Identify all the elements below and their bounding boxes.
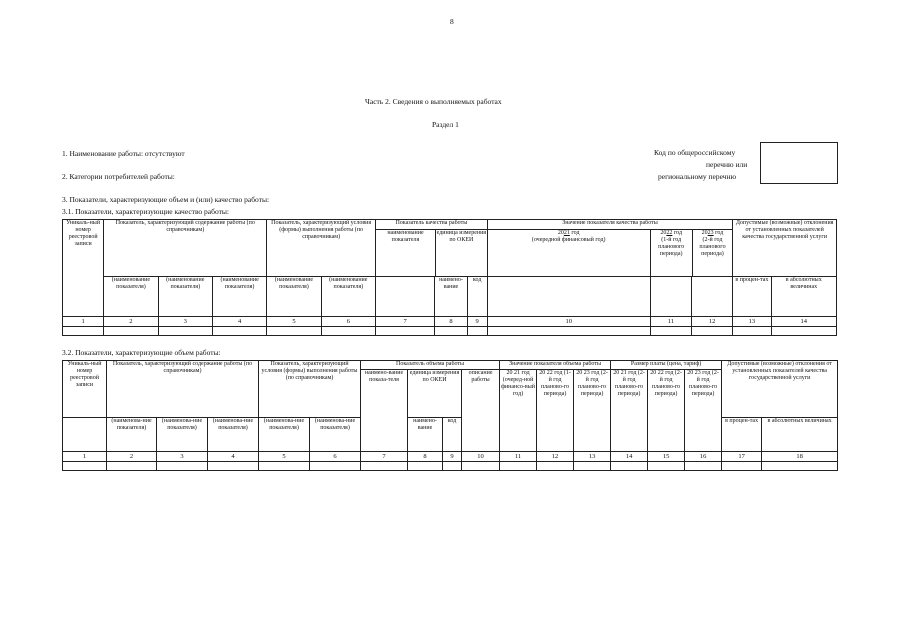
page-number: 8 bbox=[450, 17, 454, 26]
t1-num: 5 bbox=[267, 317, 321, 327]
t1-year3-cont bbox=[691, 277, 732, 317]
quality-table bbox=[62, 219, 837, 336]
t1-num: 4 bbox=[212, 317, 266, 327]
t1-conditions-sub-1: (наименование показателя) bbox=[267, 277, 321, 317]
consumers-line: 2. Категории потребителей работы: bbox=[62, 172, 175, 181]
t2-num: 12 bbox=[537, 452, 574, 462]
t2-unit-name: наимено-вание bbox=[408, 418, 443, 452]
t2-num: 13 bbox=[574, 452, 611, 462]
t2-empty-cell bbox=[722, 462, 762, 471]
part-title: Часть 2. Сведения о выполняемых работах bbox=[365, 97, 502, 106]
t1-content-sub-3: (наименование показателя) bbox=[212, 277, 266, 317]
t1-y2-post: год bbox=[673, 230, 683, 236]
t2-empty-cell bbox=[648, 462, 685, 471]
t2-empty-cell bbox=[361, 462, 408, 471]
t2-volume-name: наимено-вание показа-теля bbox=[361, 370, 408, 452]
t2-empty-cell bbox=[107, 462, 157, 471]
t1-year1-cell bbox=[488, 230, 651, 276]
t1-year2-cont bbox=[650, 277, 691, 317]
t2-y3: 20 23 год (2-й год планово-го периода) bbox=[574, 370, 611, 452]
volume-heading: 3.2. Показатели, характеризующие объем работы: bbox=[62, 348, 221, 357]
t2-num: 6 bbox=[310, 452, 361, 462]
t2-empty-cell bbox=[310, 462, 361, 471]
t2-descr: описание работы bbox=[462, 370, 500, 452]
t1-empty-cell bbox=[375, 327, 434, 336]
t2-num: 7 bbox=[361, 452, 408, 462]
t2-num: 15 bbox=[648, 452, 685, 462]
t1-num: 8 bbox=[435, 317, 467, 327]
t2-num: 10 bbox=[462, 452, 500, 462]
t1-num: 11 bbox=[650, 317, 691, 327]
t2-conditions-sub-2: (наименова-ние показателя) bbox=[310, 418, 361, 452]
t2-empty-cell bbox=[259, 462, 310, 471]
code-label-3: региональному перечню bbox=[658, 172, 737, 181]
t2-volume-header: Показатель объема работы bbox=[361, 361, 500, 370]
t2-empty-cell bbox=[408, 462, 443, 471]
t1-y3-desc: (2-й год планового периода) bbox=[699, 237, 726, 257]
t2-num: 9 bbox=[443, 452, 462, 462]
t1-quality-title: Показатель качества работы bbox=[376, 220, 487, 230]
t2-num: 4 bbox=[208, 452, 259, 462]
t2-num: 17 bbox=[722, 452, 762, 462]
t2-unit-title: единица измерения по ОКЕИ bbox=[409, 370, 460, 383]
t2-empty-cell bbox=[537, 462, 574, 471]
t2-empty-cell bbox=[157, 462, 208, 471]
t1-empty-cell bbox=[63, 327, 104, 336]
work-name-line: 1. Наименование работы: отсутствуют bbox=[62, 149, 185, 158]
t1-num: 12 bbox=[691, 317, 732, 327]
code-label-2: перечню или bbox=[706, 160, 748, 169]
t1-year1-cont bbox=[487, 277, 650, 317]
t2-num: 5 bbox=[259, 452, 310, 462]
t2-empty-cell bbox=[462, 462, 500, 471]
t1-empty-cell bbox=[733, 327, 771, 336]
t2-num: 14 bbox=[611, 452, 648, 462]
t1-empty-cell bbox=[212, 327, 266, 336]
t2-content-header: Показатель, характеризующий содержание работы (по справочникам) bbox=[107, 361, 259, 418]
t1-unit-name: наимено-вание bbox=[435, 277, 467, 317]
t2-y2: 20 22 год (1-й год планово-го периода) bbox=[537, 370, 574, 452]
t1-y2-desc: (1-й год планового периода) bbox=[658, 237, 685, 257]
t1-deviation-header: Допустимые (возможные) отклонения от установленных показателей качества государственной услуги bbox=[733, 220, 837, 277]
t1-conditions-header: Показатель, характеризующий условия (формы) выполнения работы (по справочникам) bbox=[267, 220, 376, 277]
t2-num: 3 bbox=[157, 452, 208, 462]
t1-num: 1 bbox=[63, 317, 104, 327]
t2-unique-cont bbox=[63, 418, 107, 452]
code-box bbox=[760, 142, 838, 184]
t1-quality-name-cont bbox=[375, 277, 434, 317]
t1-unit-header: единица измерения по ОКЕИ bbox=[436, 230, 487, 243]
t2-empty-cell bbox=[574, 462, 611, 471]
t1-year2-cell bbox=[651, 230, 693, 276]
t1-year3-cell bbox=[693, 230, 733, 276]
t1-y1-post: год bbox=[571, 230, 580, 236]
t2-num: 8 bbox=[408, 452, 443, 462]
t1-num: 13 bbox=[733, 317, 771, 327]
t1-empty-cell bbox=[321, 327, 375, 336]
t2-f1: 20 21 год (2-й год планово-го периода) bbox=[611, 370, 648, 452]
indicators-line: 3. Показатели, характеризующие объем и (или) качество работы: bbox=[62, 195, 270, 204]
t1-num: 7 bbox=[375, 317, 434, 327]
t2-deviation-header: Допустимые (возможные) отклонения от установленных показателей качества государственной услуги bbox=[722, 361, 838, 418]
t1-empty-cell bbox=[467, 327, 487, 336]
t1-empty-cell bbox=[771, 327, 837, 336]
t1-values-header bbox=[487, 220, 733, 277]
section-title: Раздел 1 bbox=[432, 120, 459, 129]
t2-empty-cell bbox=[685, 462, 722, 471]
t2-num: 16 bbox=[685, 452, 722, 462]
t1-num: 10 bbox=[487, 317, 650, 327]
t1-y3-pre: 20 bbox=[701, 230, 708, 236]
t1-dev-abs: в абсолютных величинах bbox=[771, 277, 837, 317]
t1-y1-desc: (очередной финансовый год) bbox=[531, 237, 606, 243]
t1-quality-name: наименование показателя bbox=[376, 230, 436, 276]
t1-y3-post: год bbox=[715, 230, 724, 236]
t1-num: 3 bbox=[158, 317, 212, 327]
t1-y2-pre: 20 bbox=[660, 230, 667, 236]
t2-content-sub-2: (наименова-ние показателя) bbox=[157, 418, 208, 452]
t2-values-header: Значение показателя объема работы bbox=[500, 361, 611, 370]
t2-num: 11 bbox=[500, 452, 537, 462]
t2-num: 2 bbox=[107, 452, 157, 462]
t1-empty-cell bbox=[104, 327, 158, 336]
t1-empty-cell bbox=[650, 327, 691, 336]
t1-num: 2 bbox=[104, 317, 158, 327]
t1-num: 9 bbox=[467, 317, 487, 327]
t2-content-sub-3: (наименова-ние показателя) bbox=[208, 418, 259, 452]
t2-content-sub-1: (наименова-ние показателя) bbox=[107, 418, 157, 452]
t1-conditions-sub-2: (наименование показателя) bbox=[321, 277, 375, 317]
t1-content-sub-1: (наименование показателя) bbox=[104, 277, 158, 317]
t1-quality-header bbox=[375, 220, 487, 277]
t2-empty-cell bbox=[63, 462, 107, 471]
t1-y2-yr: 22 bbox=[666, 230, 673, 236]
t1-empty-cell bbox=[487, 327, 650, 336]
t1-y1-yr: 21 bbox=[563, 230, 570, 236]
quality-heading: 3.1. Показатели, характеризующие качество работы: bbox=[62, 207, 229, 216]
t1-content-sub-2: (наименование показателя) bbox=[158, 277, 212, 317]
t1-empty-cell bbox=[691, 327, 732, 336]
t1-empty-cell bbox=[158, 327, 212, 336]
t2-dev-pct: в процен-тах bbox=[722, 418, 762, 452]
t2-num: 18 bbox=[762, 452, 838, 462]
t1-num: 6 bbox=[321, 317, 375, 327]
t1-unique-header: Уникаль-ный номер реестровой записи bbox=[63, 220, 104, 317]
t1-y1-pre: 20 bbox=[557, 230, 564, 236]
t1-y3-yr: 23 bbox=[707, 230, 714, 236]
t2-conditions-header: Показатель, характеризующий условия (формы) выполнения работы (по справочникам) bbox=[259, 361, 361, 418]
t1-values-title: Значение показателя качества работы bbox=[488, 220, 733, 230]
t1-empty-cell bbox=[435, 327, 467, 336]
t2-empty-cell bbox=[762, 462, 838, 471]
t2-unique-header: Уникаль-ный номер реестровой записи bbox=[63, 361, 107, 418]
t2-empty-cell bbox=[500, 462, 537, 471]
t2-empty-cell bbox=[443, 462, 462, 471]
t2-unit-header bbox=[408, 370, 462, 418]
t1-num: 14 bbox=[771, 317, 837, 327]
t2-empty-cell bbox=[611, 462, 648, 471]
t1-empty-cell bbox=[267, 327, 321, 336]
t1-dev-pct: в процен-тах bbox=[733, 277, 771, 317]
t2-fee-header: Размер платы (цена, тариф) bbox=[611, 361, 722, 370]
t2-y1: 20 21 год (очеред-ной финансо-вый год) bbox=[500, 370, 537, 452]
code-label-1: Код по общероссийскому bbox=[654, 148, 736, 157]
t1-content-header: Показатель, характеризующий содержание работы (по справочникам) bbox=[104, 220, 267, 277]
t1-unit-code: код bbox=[467, 277, 487, 317]
t2-dev-abs: в абсолютных величинах bbox=[762, 418, 838, 452]
t2-empty-cell bbox=[208, 462, 259, 471]
volume-table bbox=[62, 360, 838, 471]
t2-f3: 20 23 год (2-й год планово-го периода) bbox=[685, 370, 722, 452]
t2-conditions-sub-1: (наименова-ние показателя) bbox=[259, 418, 310, 452]
t2-f2: 20 22 год (2-й год планово-го периода) bbox=[648, 370, 685, 452]
t2-unit-code: код bbox=[443, 418, 462, 452]
t2-num: 1 bbox=[63, 452, 107, 462]
